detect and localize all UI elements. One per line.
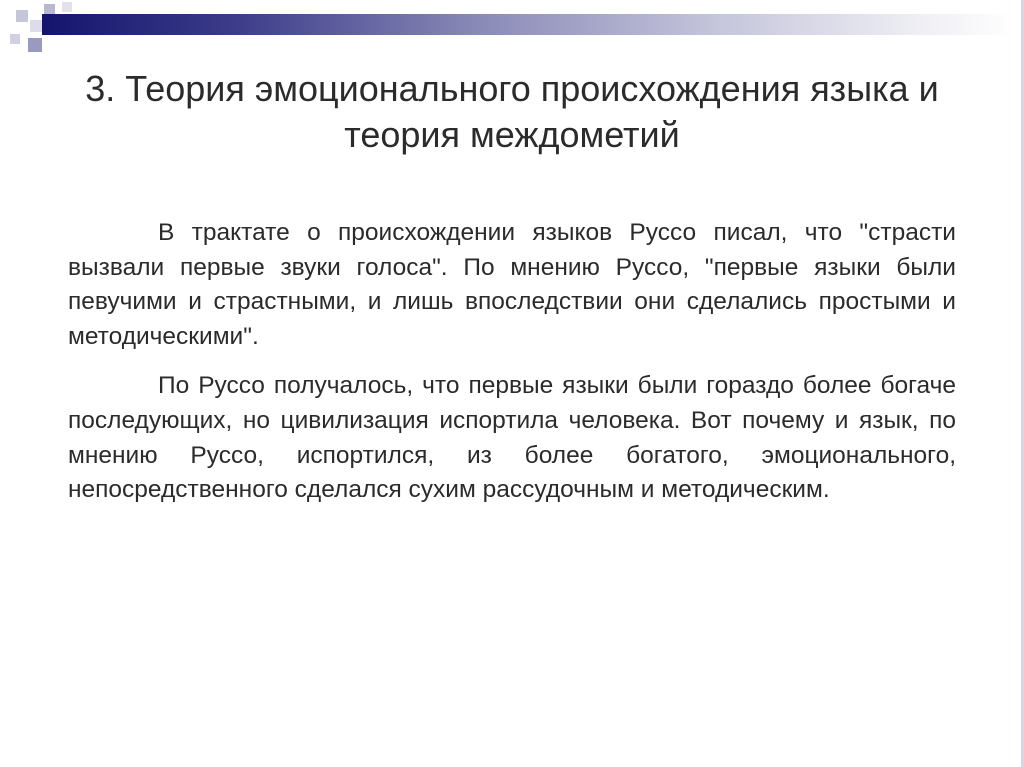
decorative-square <box>10 34 20 44</box>
body-paragraph: По Руссо получалось, что первые языки были гораздо более богаче последующих, но цивилизация испортила человека. Вот почему и язык, по мнению Руссо, испортился, из более богатого, эмоционального, непосредственного сделался сухим рассудочным и методическим. <box>68 372 956 504</box>
header-gradient-bar <box>42 14 1014 35</box>
decorative-square <box>16 10 28 22</box>
decorative-square <box>44 4 55 14</box>
slide-body <box>68 216 956 508</box>
slide-title: 3. Теория эмоционального происхождения языка и теория междометий <box>85 68 939 155</box>
decorative-square <box>62 2 72 12</box>
body-paragraph: В трактате о происхождении языков Руссо писал, что "страсти вызвали первые звуки голоса". По мнению Руссо, "первые языки были певучими и страстными, и лишь впоследствии они сделались простыми и методическими". <box>68 219 956 350</box>
decorative-square <box>30 20 42 32</box>
decorative-square <box>28 38 42 52</box>
